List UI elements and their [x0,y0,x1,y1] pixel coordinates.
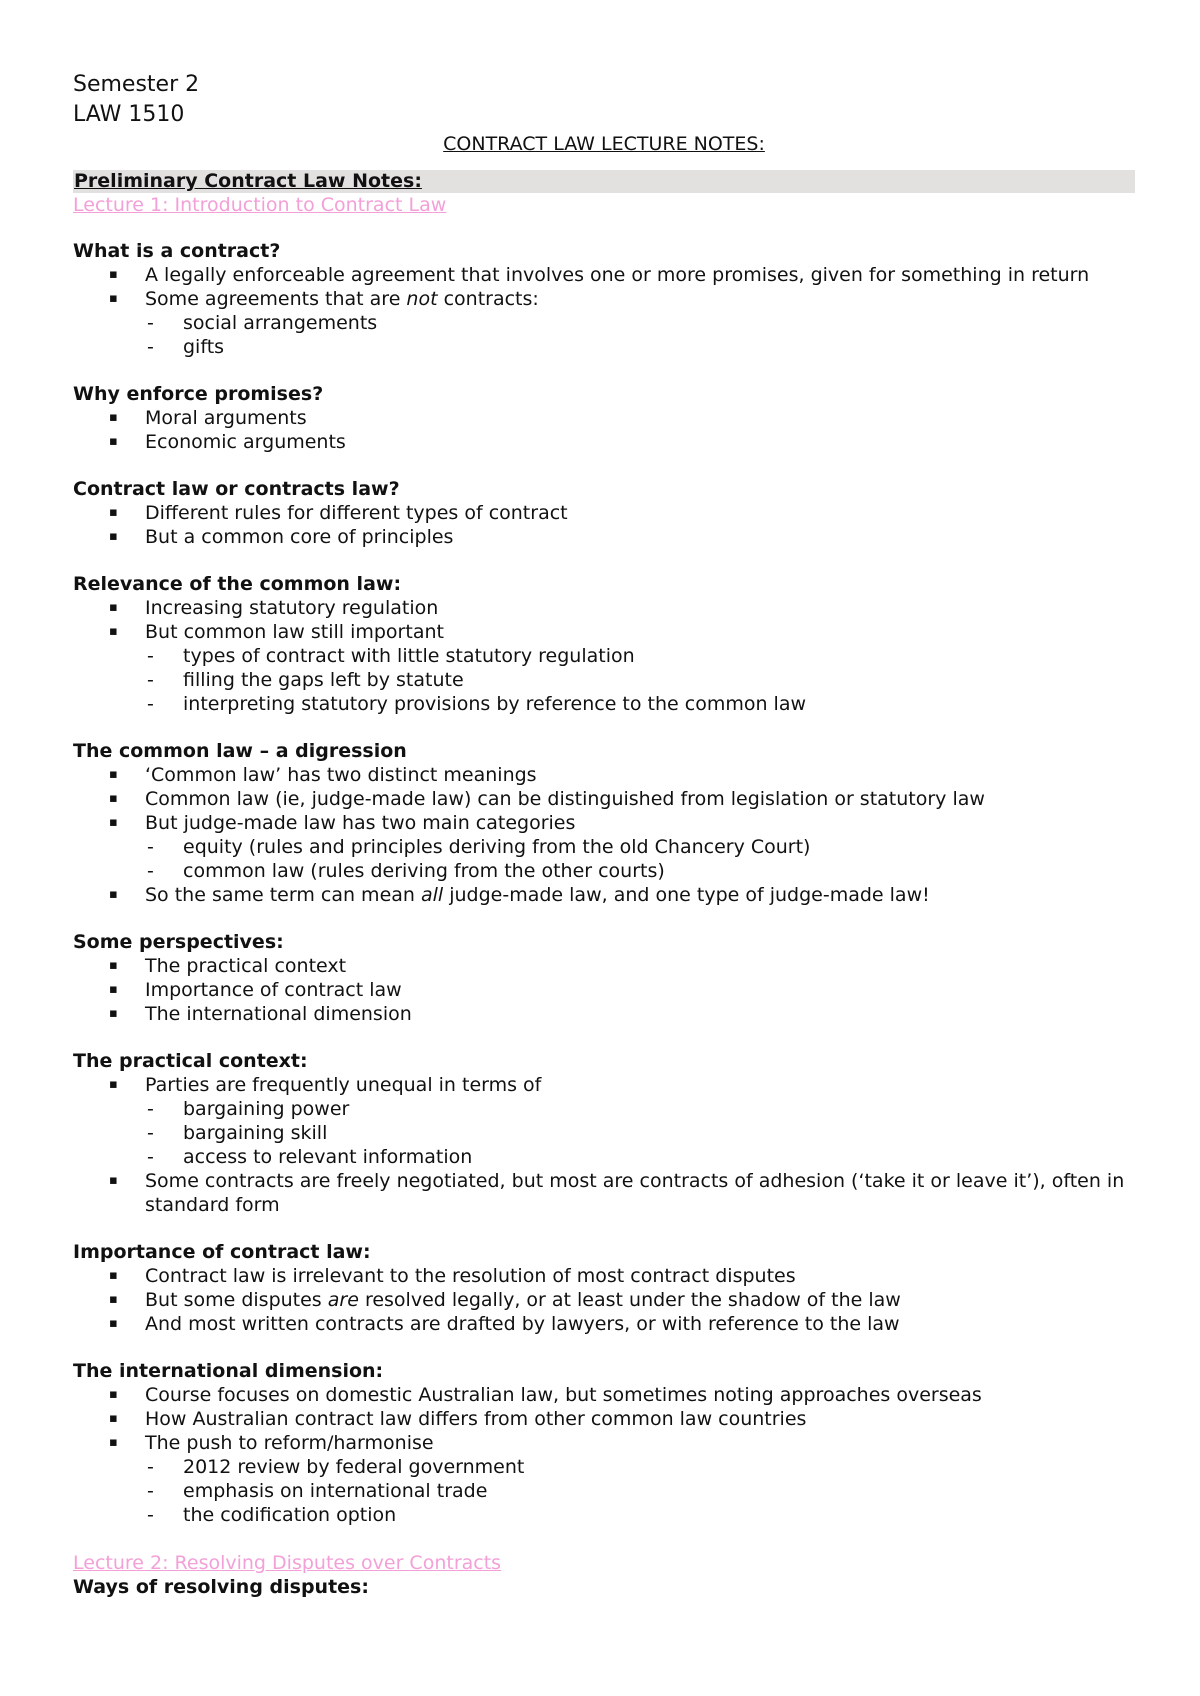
dash-icon: - [147,336,154,358]
list-item: ▪ ‘Common law’ has two distinct meanings [109,764,537,786]
list-item: ▪ How Australian contract law differs from other common law countries [109,1408,807,1430]
section-heading: What is a contract? [73,240,281,262]
preliminary-heading: Preliminary Contract Law Notes: [73,170,1135,193]
section-heading: Importance of contract law: [73,1241,371,1263]
bullet-icon: ▪ [109,982,118,997]
bullet-icon: ▪ [109,1006,118,1021]
dash-icon: - [147,1146,154,1168]
section-heading: Why enforce promises? [73,383,324,405]
list-item: ▪ Parties are frequently unequal in terms of - bargaining power - bargaining skill - access to relevant information [73,1073,1135,1169]
dash-icon: - [147,1098,154,1120]
list-item: ▪ Contract law is irrelevant to the resolution of most contract disputes [109,1265,796,1287]
list-item: ▪ But a common core of principles [109,526,454,548]
list-item: ▪ So the same term can mean all judge-made law, and one type of judge-made law! [109,884,930,906]
bullet-icon: ▪ [109,410,118,425]
list-item: ▪ But judge-made law has two main categories - equity (rules and principles deriving from the old Chancery Court) - common law (rules deriving from the other courts) [73,811,1135,883]
list-item: ▪ Course focuses on domestic Australian law, but sometimes noting approaches overseas [109,1384,982,1406]
dash-list [145,311,1135,359]
bullet-icon: ▪ [109,434,118,449]
bullet-list [73,1383,1135,1527]
dash-icon: - [147,836,154,858]
section-international-dimension [73,1359,1135,1527]
emphasis: all [420,884,444,906]
list-item: - access to relevant information [147,1146,473,1168]
bullet-list [73,1264,1135,1336]
dash-icon: - [147,1504,154,1526]
section-importance-contract-law [73,1240,1135,1336]
bullet-icon: ▪ [109,600,118,615]
bullet-icon: ▪ [109,1077,118,1092]
bullet-icon: ▪ [109,887,118,902]
bullet-list [73,954,1135,1026]
list-item: - interpreting statutory provisions by reference to the common law [147,693,807,715]
bullet-list [73,763,1135,907]
bullet-list [73,263,1135,359]
bullet-icon: ▪ [109,1316,118,1331]
semester-label: Semester 2 [73,72,200,97]
section-perspectives [73,930,1135,1026]
list-item: ▪ Some agreements that are not contracts: - social arrangements - gifts [73,287,1135,359]
list-item: - emphasis on international trade [147,1480,488,1502]
list-item: - types of contract with little statutory regulation [147,645,635,667]
bullet-icon: ▪ [109,791,118,806]
bullet-icon: ▪ [109,1435,118,1450]
section-why-enforce [73,382,1135,454]
dash-icon: - [147,860,154,882]
bullet-icon: ▪ [109,1173,118,1188]
section-contract-law-or-contracts-law [73,477,1135,549]
dash-icon: - [147,1122,154,1144]
list-item: - the codification option [147,1504,397,1526]
list-item: ▪ But some disputes are resolved legally, or at least under the shadow of the law [109,1289,901,1311]
dash-icon: - [147,1480,154,1502]
bullet-icon: ▪ [109,767,118,782]
emphasis: not [406,288,438,310]
dash-list [145,835,1135,883]
dash-list [145,1097,1135,1169]
bullet-list [73,1073,1135,1217]
list-item: ▪ But common law still important - types of contract with little statutory regulation - filling the gaps left by statute - interpreting statutory provisions by reference to the common law [73,620,1135,716]
dash-icon: - [147,693,154,715]
list-item: ▪ Increasing statutory regulation [109,597,439,619]
section-relevance-common-law [73,572,1135,716]
emphasis: are [327,1289,359,1311]
document-title: CONTRACT LAW LECTURE NOTES: [443,133,765,155]
list-item: ▪ The push to reform/harmonise - 2012 review by federal government - emphasis on international trade - the codification option [73,1431,1135,1527]
list-item: ▪ A legally enforceable agreement that involves one or more promises, given for something in return [109,264,1090,286]
list-item: ▪ The practical context [109,955,347,977]
list-item: ▪ The international dimension [109,1003,412,1025]
section-heading: The international dimension: [73,1360,384,1382]
list-item: ▪ Some contracts are freely negotiated, but most are contracts of adhesion (‘take it or leave it’), often in standard form [109,1170,1125,1216]
list-item: - 2012 review by federal government [147,1456,525,1478]
bullet-icon: ▪ [109,958,118,973]
bullet-list [73,406,1135,454]
list-item: - bargaining power [147,1098,350,1120]
list-item: - gifts [147,336,225,358]
section-practical-context [73,1049,1135,1217]
dash-icon: - [147,669,154,691]
lecture-2-heading: Lecture 2: Resolving Disputes over Contracts [73,1552,502,1574]
list-item: ▪ Moral arguments [109,407,307,429]
list-item: ▪ Different rules for different types of contract [109,502,568,524]
bullet-icon: ▪ [109,1268,118,1283]
bullet-icon: ▪ [109,529,118,544]
list-item: ▪ Common law (ie, judge-made law) can be distinguished from legislation or statutory law [109,788,985,810]
dash-icon: - [147,645,154,667]
unit-code: LAW 1510 [73,102,185,127]
list-item: ▪ Importance of contract law [109,979,402,1001]
dash-icon: - [147,312,154,334]
dash-icon: - [147,1456,154,1478]
bullet-icon: ▪ [109,1292,118,1307]
section-common-law-digression [73,739,1135,907]
bullet-icon: ▪ [109,815,118,830]
document-content [73,70,1135,1599]
dash-list [145,644,1135,716]
bullet-icon: ▪ [109,267,118,282]
section-heading: Contract law or contracts law? [73,478,400,500]
section-heading: Some perspectives: [73,931,284,953]
bullet-list [73,501,1135,549]
bullet-list [73,596,1135,716]
list-item: - bargaining skill [147,1122,328,1144]
dash-list [145,1455,1135,1527]
bullet-icon: ▪ [109,291,118,306]
bullet-icon: ▪ [109,505,118,520]
section-heading: Relevance of the common law: [73,573,402,595]
section-ways-resolving-disputes [73,1575,1135,1599]
section-heading: Ways of resolving disputes: [73,1576,369,1598]
section-what-is-contract [73,239,1135,359]
lecture-1-heading: Lecture 1: Introduction to Contract Law [73,194,447,216]
bullet-icon: ▪ [109,1387,118,1402]
list-item: - social arrangements [147,312,378,334]
section-heading: The common law – a digression [73,740,407,762]
list-item: - filling the gaps left by statute [147,669,464,691]
list-item: - equity (rules and principles deriving from the old Chancery Court) [147,836,811,858]
list-item: ▪ Economic arguments [109,431,346,453]
list-item: ▪ And most written contracts are drafted by lawyers, or with reference to the law [109,1313,900,1335]
bullet-icon: ▪ [109,1411,118,1426]
bullet-icon: ▪ [109,624,118,639]
section-heading: The practical context: [73,1050,308,1072]
list-item: - common law (rules deriving from the other courts) [147,860,665,882]
